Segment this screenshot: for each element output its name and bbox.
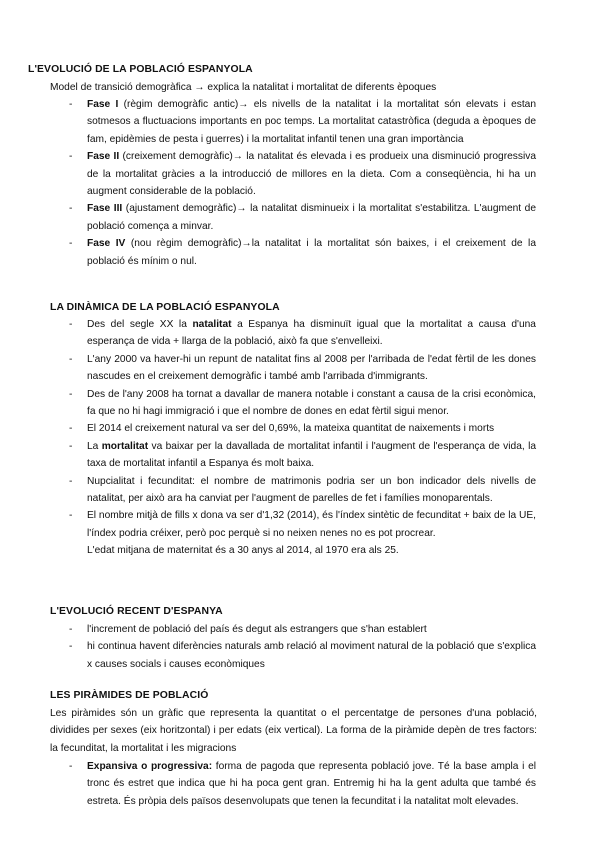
section-title-recent: L'EVOLUCIÓ RECENT D'ESPANYA [50, 606, 223, 617]
dash-bullet: - [69, 319, 73, 330]
transition-model-intro: Model de transició demogràfica → explica la natalitat i mortalitat de diferents èpoques [50, 82, 437, 93]
phase-label: Fase III [87, 203, 123, 215]
list-item [0, 96, 600, 148]
list-item [0, 473, 600, 508]
dash-bullet: - [69, 238, 73, 250]
phases-list [0, 96, 600, 270]
item-text-pre: Nupcialitat i fecunditat: el nombre de matrimonis podria ser un bon indicador dels nivells de natalitat, per això ara ha canviat per l'augment de parelles de fet i famílies monoparentals. [87, 475, 536, 505]
dash-bullet: - [69, 624, 73, 635]
piramides-paragraph: Les piràmides són un gràfic que representa la quantitat o el percentatge de persones d'una població, dividides per sexes (eix horitzontal) i per edats (eix vertical). La forma de la piràmide depèn de tres factors: la fecunditat, la mortalitat i les migracions [50, 708, 537, 754]
item-text-bold: mortalitat [101, 440, 149, 452]
dinamica-list [0, 316, 600, 560]
phase-text: (nou règim demogràfic)→la natalitat i la mortalitat són baixes, i el creixement de la població és mínim o nul. [87, 238, 536, 267]
piramides-list [0, 758, 600, 810]
item-text-pre: El nombre mitjà de fills x dona va ser d'1,32 (2014), és l'índex sintètic de fecunditat + baix de la UE, l'índex podria créixer, però poc perquè si no neixen nenes no es pot procrear. [87, 510, 536, 539]
dash-bullet: - [69, 510, 73, 522]
phase-text: (creixement demogràfic)→ la natalitat és elevada i es produeix una disminució progressiva de la mortalitat gràcies a la introducció de millores en la dieta. Com a conseqüència, hi ha un augment considerable de la població. [87, 151, 536, 198]
dash-bullet: - [69, 641, 73, 653]
item-text-pre: Des del segle XX la [87, 319, 193, 330]
list-item [0, 638, 600, 673]
item-text-pre: El 2014 el creixement natural va ser del 0,69%, la mateixa quantitat de naixements i morts [87, 423, 495, 435]
dash-bullet: - [69, 99, 73, 110]
phase-label: Fase I [87, 99, 119, 110]
phase-text: (règim demogràfic antic)→ els nivells de la natalitat i la mortalitat són elevats i estan sotmesos a fluctuacions importants en poc temps. La mortalitat catastròfica (deguda a èpoques de fam, epidèmies de pesta i guerres) i la mortalitat infantil tenen una gran importància [87, 99, 536, 145]
dash-bullet: - [69, 388, 73, 400]
dash-bullet: - [69, 423, 73, 435]
list-item [0, 386, 600, 421]
item-text-post: a Espanya ha disminuït igual que la mortalitat a causa d'una esperança de vida + llarga de la població, això fa que s'envelleixi. [87, 319, 536, 348]
list-item [0, 758, 600, 810]
dash-bullet: - [69, 761, 73, 772]
section-title-dinamica: LA DINÀMICA DE LA POBLACIÓ ESPANYOLA [50, 302, 280, 313]
pyramid-type-label: Expansiva o progressiva: [87, 761, 213, 772]
recent-list [0, 621, 600, 673]
phase-text: (ajustament demogràfic)→ la natalitat disminueix i la mortalitat s'estabilitza. L'augment de població comença a minvar. [87, 203, 537, 232]
list-item [0, 621, 600, 638]
list-item [0, 316, 600, 351]
item-text: hi continua havent diferències naturals amb relació al moviment natural de la població que s'explica x causes socials i causes econòmiques [87, 641, 536, 670]
item-text-post: va baixar per la davallada de mortalitat infantil i l'augment de l'esperança de vida, la taxa de mortalitat infantil a Espanya és molt baixa. [87, 440, 536, 470]
dash-bullet: - [69, 440, 73, 452]
section-title-evolucio: L'EVOLUCIÓ DE LA POBLACIÓ ESPANYOLA [28, 64, 253, 75]
list-item [0, 148, 600, 200]
item-text-pre: La [87, 440, 102, 452]
list-item [0, 200, 600, 235]
list-item [0, 351, 600, 386]
phase-label: Fase II [87, 151, 120, 163]
item-text-pre: L'any 2000 va haver-hi un repunt de natalitat fins al 2008 per l'arribada de l'edat fèrtil de les dones nascudes en el creixement demogràfic i també amb l'arribada d'immigrants. [87, 353, 536, 383]
list-item [0, 235, 600, 270]
phase-label: Fase IV [87, 238, 126, 250]
dash-bullet: - [69, 475, 73, 487]
dash-bullet: - [69, 203, 73, 215]
section-title-piramides: LES PIRÀMIDES DE POBLACIÓ [50, 690, 209, 701]
list-item [0, 507, 600, 559]
list-item [0, 420, 600, 437]
list-item [0, 438, 600, 473]
item-text-pre: Des de l'any 2008 ha tornat a davallar de manera notable i constant a causa de la crisi econòmica, fa que no hi hagi immigració i que el nombre de dones en edat fèrtil sigui menor. [87, 388, 536, 418]
dash-bullet: - [69, 353, 73, 365]
pyramid-type-text: forma de pagoda que representa població jove. Té la base ampla i el tronc és estret que indica que hi ha poca gent gran. Entremig hi ha la gent adulta que també és estreta. És pròpia dels països desenvolupats que tenen la fecunditat i la natalitat molt elevades. [87, 761, 536, 807]
item-text-extra: L'edat mitjana de maternitat és a 30 anys al 2014, al 1970 era als 25. [87, 545, 399, 557]
item-text-bold: natalitat [192, 319, 232, 330]
item-text: l'increment de població del país és degut als estrangers que s'han establert [87, 624, 427, 635]
dash-bullet: - [69, 151, 73, 163]
